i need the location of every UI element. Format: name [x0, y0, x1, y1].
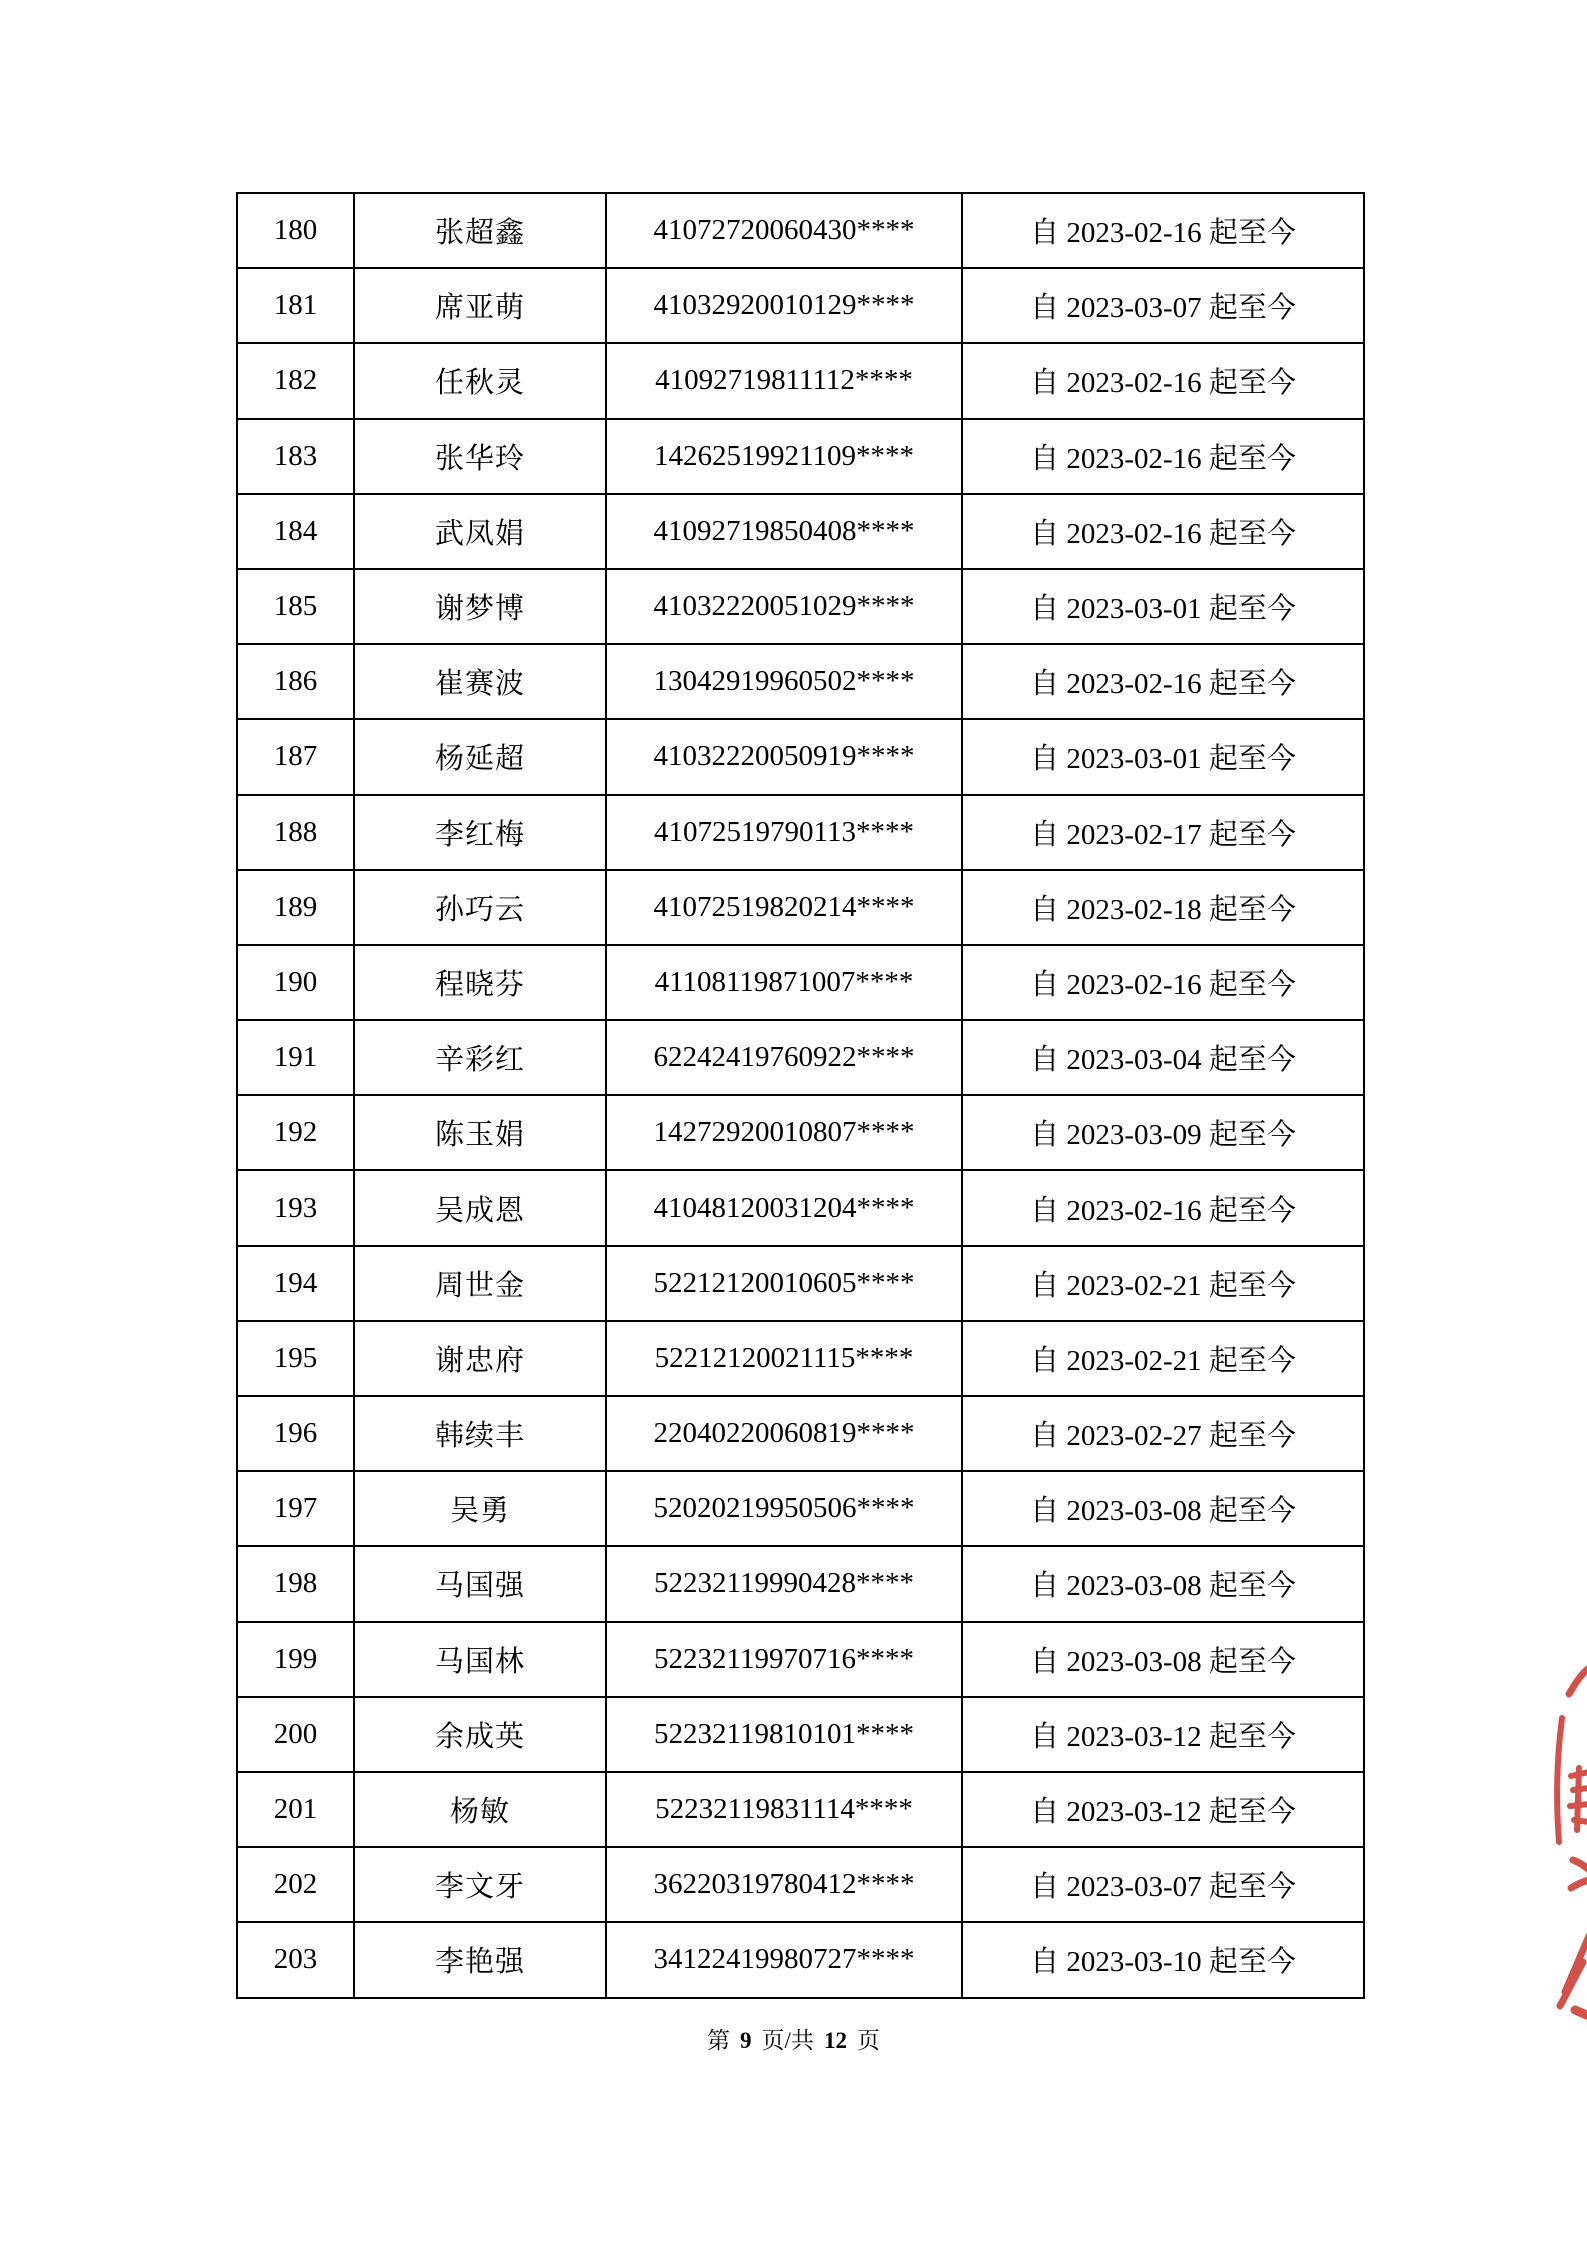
- row-number-cell: 202: [237, 1847, 354, 1922]
- person-name-cell: 杨延超: [354, 719, 606, 794]
- id-number-cell: 13042919960502****: [606, 644, 962, 719]
- person-name-cell: 李文牙: [354, 1847, 606, 1922]
- validity-period-cell: 自 2023-03-09 起至今: [962, 1095, 1364, 1170]
- table-row: [237, 1922, 1364, 1997]
- footer-label-prefix: 第: [707, 2028, 731, 2053]
- validity-period-cell: 自 2023-02-27 起至今: [962, 1396, 1364, 1471]
- row-number-cell: 191: [237, 1020, 354, 1095]
- validity-period-cell: 自 2023-02-16 起至今: [962, 494, 1364, 569]
- table-row: [237, 268, 1364, 343]
- table-row: [237, 1095, 1364, 1170]
- table-row: [237, 1471, 1364, 1546]
- id-number-cell: 41048120031204****: [606, 1170, 962, 1245]
- person-name-cell: 韩续丰: [354, 1396, 606, 1471]
- row-number-cell: 181: [237, 268, 354, 343]
- person-name-cell: 孙巧云: [354, 870, 606, 945]
- id-number-cell: 52020219950506****: [606, 1471, 962, 1546]
- table-row: [237, 419, 1364, 494]
- table-row: [237, 945, 1364, 1020]
- table-row: [237, 1020, 1364, 1095]
- table-row: [237, 494, 1364, 569]
- row-number-cell: 182: [237, 343, 354, 418]
- validity-period-cell: 自 2023-03-07 起至今: [962, 1847, 1364, 1922]
- validity-period-cell: 自 2023-02-16 起至今: [962, 644, 1364, 719]
- person-name-cell: 张超鑫: [354, 193, 606, 268]
- table-row: [237, 343, 1364, 418]
- validity-period-cell: 自 2023-02-18 起至今: [962, 870, 1364, 945]
- person-name-cell: 余成英: [354, 1697, 606, 1772]
- id-number-cell: 41072720060430****: [606, 193, 962, 268]
- person-name-cell: 张华玲: [354, 419, 606, 494]
- roster-table: [236, 192, 1365, 1999]
- id-number-cell: 41032920010129****: [606, 268, 962, 343]
- table-row: [237, 1622, 1364, 1697]
- validity-period-cell: 自 2023-02-21 起至今: [962, 1321, 1364, 1396]
- validity-period-cell: 自 2023-03-04 起至今: [962, 1020, 1364, 1095]
- table-row: [237, 1546, 1364, 1621]
- table-row: [237, 719, 1364, 794]
- page-footer: [0, 2022, 1587, 2055]
- table-row: [237, 1396, 1364, 1471]
- person-name-cell: 马国林: [354, 1622, 606, 1697]
- validity-period-cell: 自 2023-03-08 起至今: [962, 1471, 1364, 1546]
- row-number-cell: 190: [237, 945, 354, 1020]
- id-number-cell: 52232119831114****: [606, 1772, 962, 1847]
- id-number-cell: 62242419760922****: [606, 1020, 962, 1095]
- id-number-cell: 41032220050919****: [606, 719, 962, 794]
- row-number-cell: 203: [237, 1922, 354, 1997]
- row-number-cell: 196: [237, 1396, 354, 1471]
- table-row: [237, 193, 1364, 268]
- row-number-cell: 193: [237, 1170, 354, 1245]
- row-number-cell: 188: [237, 795, 354, 870]
- person-name-cell: 李艳强: [354, 1922, 606, 1997]
- id-number-cell: 52212120021115****: [606, 1321, 962, 1396]
- table-row: [237, 569, 1364, 644]
- id-number-cell: 41108119871007****: [606, 945, 962, 1020]
- row-number-cell: 195: [237, 1321, 354, 1396]
- id-number-cell: 36220319780412****: [606, 1847, 962, 1922]
- id-number-cell: 41092719850408****: [606, 494, 962, 569]
- row-number-cell: 185: [237, 569, 354, 644]
- person-name-cell: 吴勇: [354, 1471, 606, 1546]
- id-number-cell: 14262519921109****: [606, 419, 962, 494]
- row-number-cell: 197: [237, 1471, 354, 1546]
- validity-period-cell: 自 2023-03-10 起至今: [962, 1922, 1364, 1997]
- validity-period-cell: 自 2023-03-12 起至今: [962, 1772, 1364, 1847]
- table-row: [237, 870, 1364, 945]
- row-number-cell: 194: [237, 1246, 354, 1321]
- validity-period-cell: 自 2023-03-07 起至今: [962, 268, 1364, 343]
- row-number-cell: 183: [237, 419, 354, 494]
- validity-period-cell: 自 2023-02-21 起至今: [962, 1246, 1364, 1321]
- table-row: [237, 1697, 1364, 1772]
- id-number-cell: 52232119970716****: [606, 1622, 962, 1697]
- person-name-cell: 杨敏: [354, 1772, 606, 1847]
- footer-current-page: 9: [740, 2028, 752, 2053]
- row-number-cell: 192: [237, 1095, 354, 1170]
- row-number-cell: 200: [237, 1697, 354, 1772]
- table-row: [237, 1847, 1364, 1922]
- person-name-cell: 陈玉娟: [354, 1095, 606, 1170]
- footer-label-infix: 页/共: [761, 2028, 814, 2053]
- validity-period-cell: 自 2023-02-16 起至今: [962, 419, 1364, 494]
- validity-period-cell: 自 2023-03-01 起至今: [962, 719, 1364, 794]
- table-row: [237, 1321, 1364, 1396]
- roster-table-body: [237, 193, 1364, 1998]
- validity-period-cell: 自 2023-02-16 起至今: [962, 343, 1364, 418]
- row-number-cell: 187: [237, 719, 354, 794]
- person-name-cell: 谢梦博: [354, 569, 606, 644]
- person-name-cell: 周世金: [354, 1246, 606, 1321]
- row-number-cell: 199: [237, 1622, 354, 1697]
- person-name-cell: 程晓芬: [354, 945, 606, 1020]
- validity-period-cell: 自 2023-02-16 起至今: [962, 945, 1364, 1020]
- id-number-cell: 14272920010807****: [606, 1095, 962, 1170]
- validity-period-cell: 自 2023-02-16 起至今: [962, 193, 1364, 268]
- id-number-cell: 34122419980727****: [606, 1922, 962, 1997]
- row-number-cell: 189: [237, 870, 354, 945]
- table-row: [237, 644, 1364, 719]
- table-row: [237, 1170, 1364, 1245]
- table-row: [237, 1772, 1364, 1847]
- id-number-cell: 41092719811112****: [606, 343, 962, 418]
- person-name-cell: 席亚萌: [354, 268, 606, 343]
- person-name-cell: 武凤娟: [354, 494, 606, 569]
- validity-period-cell: 自 2023-03-01 起至今: [962, 569, 1364, 644]
- id-number-cell: 52232119990428****: [606, 1546, 962, 1621]
- validity-period-cell: 自 2023-02-17 起至今: [962, 795, 1364, 870]
- person-name-cell: 谢忠府: [354, 1321, 606, 1396]
- validity-period-cell: 自 2023-03-08 起至今: [962, 1622, 1364, 1697]
- row-number-cell: 186: [237, 644, 354, 719]
- person-name-cell: 马国强: [354, 1546, 606, 1621]
- row-number-cell: 201: [237, 1772, 354, 1847]
- person-name-cell: 任秋灵: [354, 343, 606, 418]
- seal-strokes: [1557, 1668, 1587, 2016]
- id-number-cell: 41072519790113****: [606, 795, 962, 870]
- validity-period-cell: 自 2023-03-12 起至今: [962, 1697, 1364, 1772]
- row-number-cell: 180: [237, 193, 354, 268]
- id-number-cell: 52212120010605****: [606, 1246, 962, 1321]
- id-number-cell: 52232119810101****: [606, 1697, 962, 1772]
- person-name-cell: 李红梅: [354, 795, 606, 870]
- validity-period-cell: 自 2023-02-16 起至今: [962, 1170, 1364, 1245]
- id-number-cell: 22040220060819****: [606, 1396, 962, 1471]
- official-seal-stamp: [1547, 1660, 1587, 2020]
- id-number-cell: 41072519820214****: [606, 870, 962, 945]
- row-number-cell: 184: [237, 494, 354, 569]
- person-name-cell: 辛彩红: [354, 1020, 606, 1095]
- table-row: [237, 795, 1364, 870]
- validity-period-cell: 自 2023-03-08 起至今: [962, 1546, 1364, 1621]
- person-name-cell: 吴成恩: [354, 1170, 606, 1245]
- person-name-cell: 崔赛波: [354, 644, 606, 719]
- table-row: [237, 1246, 1364, 1321]
- id-number-cell: 41032220051029****: [606, 569, 962, 644]
- footer-total-pages: 12: [823, 2028, 847, 2053]
- footer-label-suffix: 页: [856, 2028, 880, 2053]
- row-number-cell: 198: [237, 1546, 354, 1621]
